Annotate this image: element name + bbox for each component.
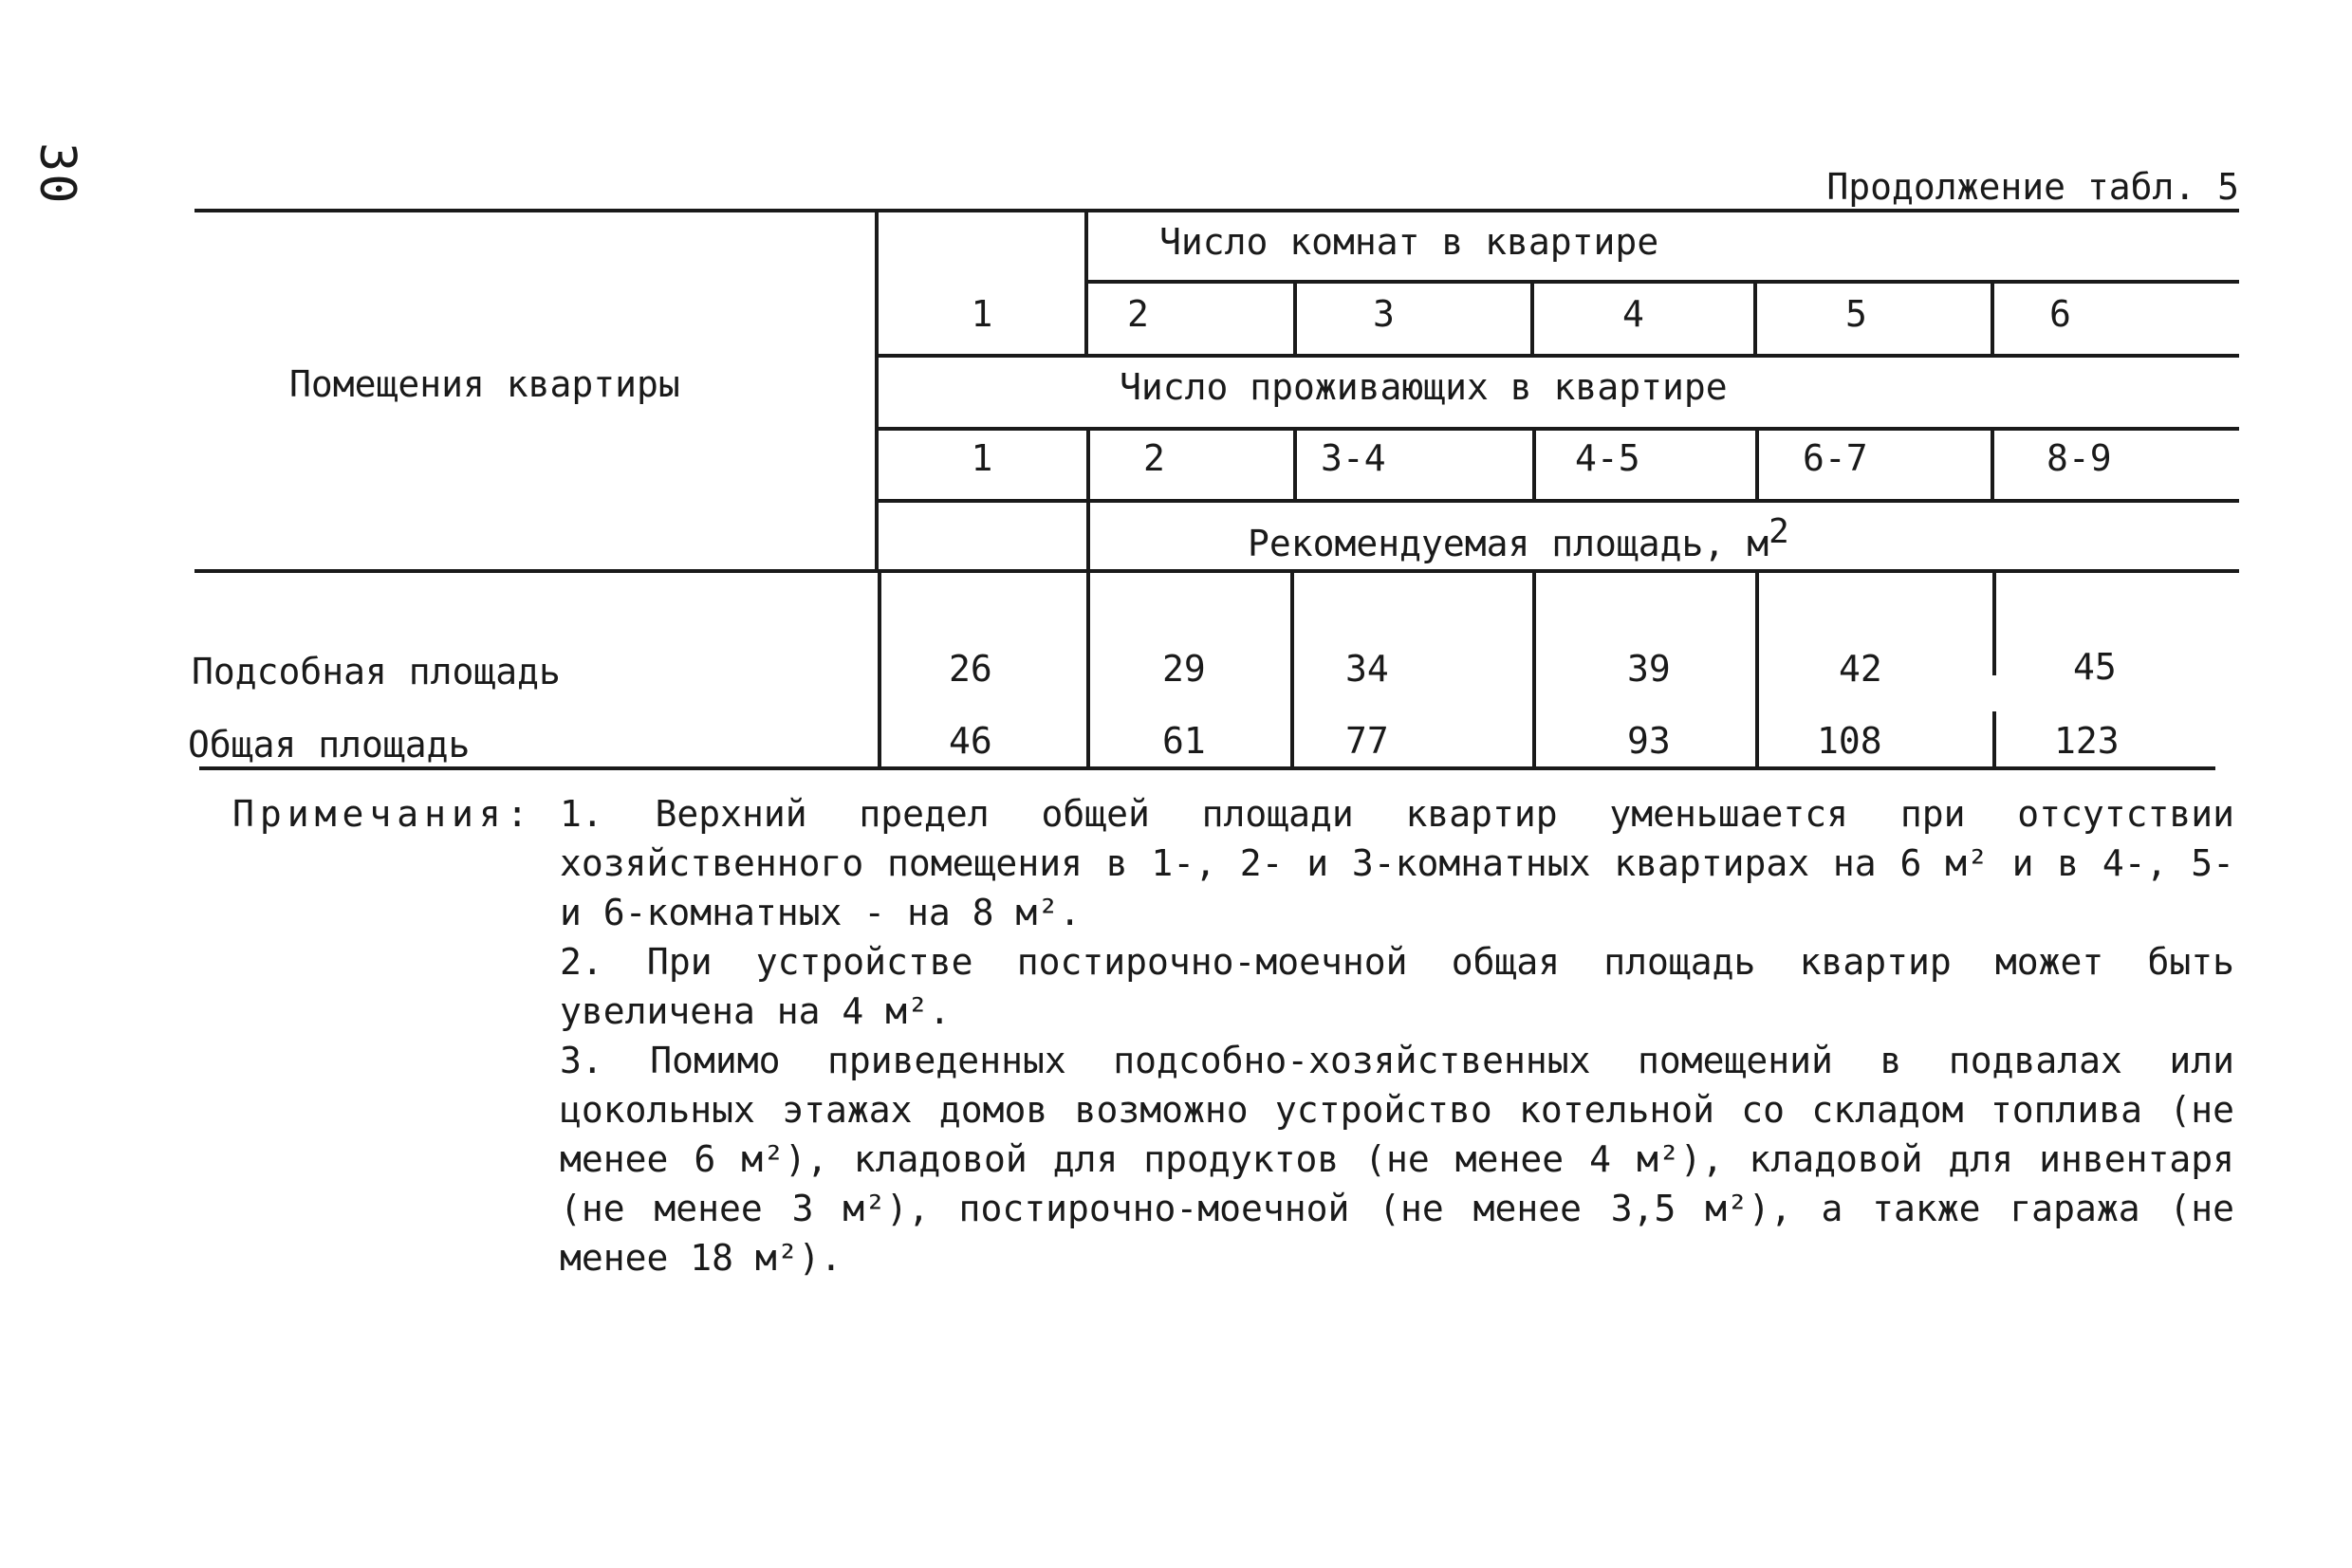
row-label-total-area: Общая площадь — [188, 724, 471, 766]
aux-area-value: 42 — [1839, 648, 1882, 690]
residents-col-3: 3-4 — [1321, 437, 1386, 479]
rooms-header: Число комнат в квартире — [1159, 221, 1659, 263]
rooms-col-4: 4 — [1622, 293, 1644, 335]
body-col-divider — [1290, 571, 1294, 768]
total-area-value: 108 — [1817, 720, 1882, 762]
col-divider — [1530, 280, 1534, 356]
col-divider — [1086, 499, 1090, 571]
col-divider — [1293, 280, 1297, 356]
rooms-col-2: 2 — [1127, 293, 1149, 335]
rooms-col-6: 6 — [2049, 293, 2071, 335]
residents-col-4: 4-5 — [1575, 437, 1640, 479]
body-col-divider — [1755, 571, 1759, 768]
residents-col-5: 6-7 — [1803, 437, 1868, 479]
total-area-value: 61 — [1162, 720, 1206, 762]
body-col-divider — [1532, 571, 1536, 768]
col-divider — [1293, 427, 1297, 501]
aux-area-value: 39 — [1627, 648, 1671, 690]
rooms-col-5: 5 — [1845, 293, 1867, 335]
rule-below-residents-header — [878, 427, 2239, 431]
total-area-value: 46 — [949, 720, 992, 762]
note-1: 1. Верхний предел общей площади квартир уменьшается при отсутствии хозяйственного помещения в 1-, 2- и 3-комнатных квартирах на 6 м² и в 4-, 5- и 6-комнатных - на 8 м². — [560, 793, 2234, 933]
body-col-divider — [1992, 711, 1996, 768]
notes-label: Примечания: — [232, 793, 534, 835]
row-label-aux-area: Подсобная площадь — [192, 651, 561, 692]
row-header: Помещения квартиры — [289, 363, 680, 405]
body-col-divider — [1086, 571, 1090, 768]
note-2: 2. При устройстве постирочно-моечной общая площадь квартир может быть увеличена на 4 м². — [560, 941, 2234, 1032]
col-divider — [1084, 211, 1088, 280]
area-header-sup: 2 — [1769, 512, 1789, 551]
page-number: 30 — [28, 142, 85, 206]
residents-col-2: 2 — [1143, 437, 1165, 479]
aux-area-value: 26 — [949, 648, 992, 690]
total-area-value: 93 — [1627, 720, 1671, 762]
table-top-rule — [194, 209, 2239, 212]
body-col-divider — [1992, 571, 1996, 675]
total-area-value: 123 — [2054, 720, 2120, 762]
col-divider — [1532, 427, 1536, 501]
body-col-divider — [878, 571, 881, 768]
aux-area-value: 29 — [1162, 648, 1206, 690]
rule-below-rooms-header — [1086, 280, 2239, 284]
aux-area-value: 34 — [1345, 648, 1389, 690]
col-divider — [1991, 427, 1994, 501]
col-divider — [1991, 280, 1994, 356]
total-area-value: 77 — [1345, 720, 1389, 762]
header-bottom-rule — [194, 569, 2239, 573]
residents-col-1: 1 — [971, 437, 993, 479]
area-header-text: Рекомендуемая площадь, м — [1248, 523, 1769, 564]
rule-below-residents — [878, 499, 2239, 503]
col-divider — [1086, 427, 1090, 501]
residents-col-6: 8-9 — [2046, 437, 2112, 479]
col-divider — [1753, 280, 1757, 356]
col-divider — [1755, 427, 1759, 501]
aux-area-value: 45 — [2073, 646, 2117, 688]
rule-below-rooms — [878, 354, 2239, 358]
note-3: 3. Помимо приведенных подсобно-хозяйственных помещений в подвалах или цокольных этажах домов возможно устройство котельной со складом топлива (не менее 6 м²), кладовой для продуктов (не менее 4 м²), кладовой для инвентаря (не менее 3 м²), постирочно-моечной (не менее 3,5 м²), а также гаража (не менее 18 м²). — [560, 1040, 2234, 1279]
area-header — [1248, 510, 1789, 565]
table-caption: Продолжение табл. 5 — [1826, 166, 2239, 208]
rooms-col-3: 3 — [1373, 293, 1395, 335]
residents-header: Число проживающих в квартире — [1120, 366, 1728, 408]
header-divider — [875, 211, 879, 571]
rooms-col-1: 1 — [971, 293, 993, 335]
table-bottom-rule — [199, 766, 2215, 770]
